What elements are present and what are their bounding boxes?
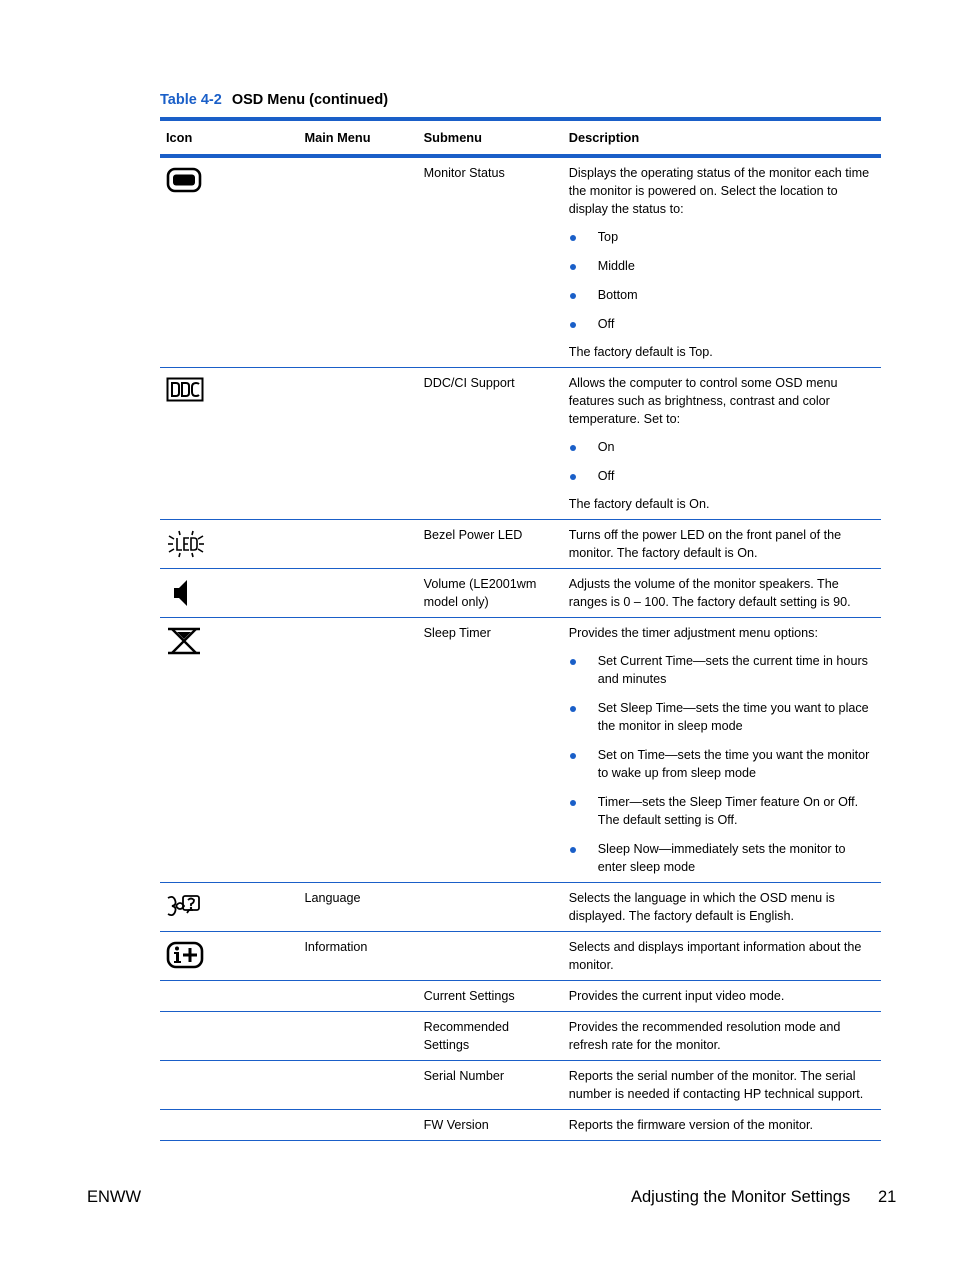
icon-cell	[160, 883, 298, 932]
description-cell	[563, 932, 881, 981]
footer-section-title: Adjusting the Monitor Settings	[631, 1188, 851, 1206]
icon-cell	[160, 932, 298, 981]
led-icon	[166, 529, 206, 559]
description-cell	[563, 520, 881, 569]
description-cell	[563, 981, 881, 1012]
description-cell	[563, 1061, 881, 1110]
submenu-cell: Recommended Settings	[418, 1012, 563, 1061]
table-row	[160, 368, 881, 520]
submenu-cell: Sleep Timer	[418, 618, 563, 883]
description-cell	[563, 1012, 881, 1061]
table-row	[160, 1012, 881, 1061]
main-menu-cell	[298, 520, 417, 569]
table-row	[160, 569, 881, 618]
submenu-cell: Monitor Status	[418, 156, 563, 368]
description-cell	[563, 569, 881, 618]
description-text: Reports the serial number of the monitor. The serial number is needed if contacting HP technical support.	[568, 1069, 864, 1101]
osd-menu-table	[160, 117, 881, 1141]
table-row	[160, 1061, 881, 1110]
icon-cell	[160, 368, 298, 520]
option-list	[569, 438, 875, 485]
description-cell	[563, 156, 881, 368]
option-item: Off	[569, 315, 875, 333]
submenu-cell: Serial Number	[418, 1061, 563, 1110]
table-row	[160, 618, 881, 883]
description-cell	[563, 1110, 881, 1141]
table-row	[160, 1110, 881, 1141]
hourglass-icon	[166, 627, 202, 655]
option-item: Sleep Now—immediately sets the monitor to enter sleep mode	[569, 840, 875, 876]
description-text: Provides the timer adjustment menu options:	[568, 626, 818, 640]
icon-cell	[160, 520, 298, 569]
submenu-cell: Volume (LE2001wm model only)	[418, 569, 563, 618]
description-text: Selects and displays important information about the monitor.	[568, 940, 862, 972]
table-caption	[160, 92, 388, 108]
main-menu-cell	[298, 1061, 417, 1110]
option-list	[569, 652, 875, 876]
header-main-menu: Main Menu	[298, 119, 417, 156]
table-number: Table 4-2	[160, 92, 222, 108]
default-note: The factory default is On.	[568, 497, 710, 511]
icon-cell	[160, 569, 298, 618]
main-menu-cell	[298, 1012, 417, 1061]
main-menu-cell	[298, 156, 417, 368]
submenu-cell: FW Version	[418, 1110, 563, 1141]
main-menu-cell: Information	[298, 932, 417, 981]
submenu-cell: Bezel Power LED	[418, 520, 563, 569]
speaker-icon	[166, 578, 202, 608]
table-row	[160, 932, 881, 981]
description-cell	[563, 368, 881, 520]
submenu-cell	[418, 932, 563, 981]
table-row	[160, 520, 881, 569]
description-text: Allows the computer to control some OSD menu features such as brightness, contrast and color temperature. Set to:	[568, 376, 838, 426]
table-row	[160, 156, 881, 368]
icon-cell	[160, 1110, 298, 1141]
option-item: Timer—sets the Sleep Timer feature On or Off. The default setting is Off.	[569, 793, 875, 829]
header-submenu: Submenu	[418, 119, 563, 156]
table-title: OSD Menu (continued)	[231, 92, 389, 108]
default-note: The factory default is Top.	[568, 345, 713, 359]
option-item: On	[569, 438, 875, 456]
main-menu-cell	[298, 981, 417, 1012]
icon-cell	[160, 1061, 298, 1110]
icon-cell	[160, 981, 298, 1012]
submenu-cell: DDC/CI Support	[418, 368, 563, 520]
icon-cell	[160, 618, 298, 883]
description-cell	[563, 618, 881, 883]
description-text: Displays the operating status of the monitor each time the monitor is powered on. Select the location to display the status to:	[568, 166, 870, 216]
language-icon	[166, 892, 202, 920]
page-number: 21	[878, 1188, 897, 1206]
submenu-cell: Current Settings	[418, 981, 563, 1012]
description-cell	[563, 883, 881, 932]
main-menu-cell	[298, 618, 417, 883]
option-item: Top	[569, 228, 875, 246]
option-list	[569, 228, 875, 333]
information-icon	[166, 941, 204, 969]
table-row	[160, 883, 881, 932]
description-text: Turns off the power LED on the front panel of the monitor. The factory default is On.	[568, 528, 842, 560]
option-item: Middle	[569, 257, 875, 275]
description-text: Provides the recommended resolution mode and refresh rate for the monitor.	[568, 1020, 841, 1052]
icon-cell	[160, 1012, 298, 1061]
footer-locale: ENWW	[87, 1188, 142, 1206]
header-icon: Icon	[160, 119, 298, 156]
main-menu-cell	[298, 569, 417, 618]
option-item: Off	[569, 467, 875, 485]
description-text: Provides the current input video mode.	[568, 989, 785, 1003]
ddc-icon	[166, 377, 204, 402]
description-text: Reports the firmware version of the monitor.	[568, 1118, 814, 1132]
table-row	[160, 981, 881, 1012]
option-item: Set Sleep Time—sets the time you want to place the monitor in sleep mode	[569, 699, 875, 735]
main-menu-cell	[298, 368, 417, 520]
option-item: Set on Time—sets the time you want the monitor to wake up from sleep mode	[569, 746, 875, 782]
option-item: Set Current Time—sets the current time in hours and minutes	[569, 652, 875, 688]
icon-cell	[160, 156, 298, 368]
main-menu-cell: Language	[298, 883, 417, 932]
monitor-status-icon	[166, 167, 202, 193]
description-text: Selects the language in which the OSD menu is displayed. The factory default is English.	[568, 891, 835, 923]
main-menu-cell	[298, 1110, 417, 1141]
submenu-cell	[418, 883, 563, 932]
table-header-row	[160, 119, 881, 156]
header-description: Description	[563, 119, 881, 156]
option-item: Bottom	[569, 286, 875, 304]
description-text: Adjusts the volume of the monitor speakers. The ranges is 0 – 100. The factory default setting is 90.	[568, 577, 851, 609]
